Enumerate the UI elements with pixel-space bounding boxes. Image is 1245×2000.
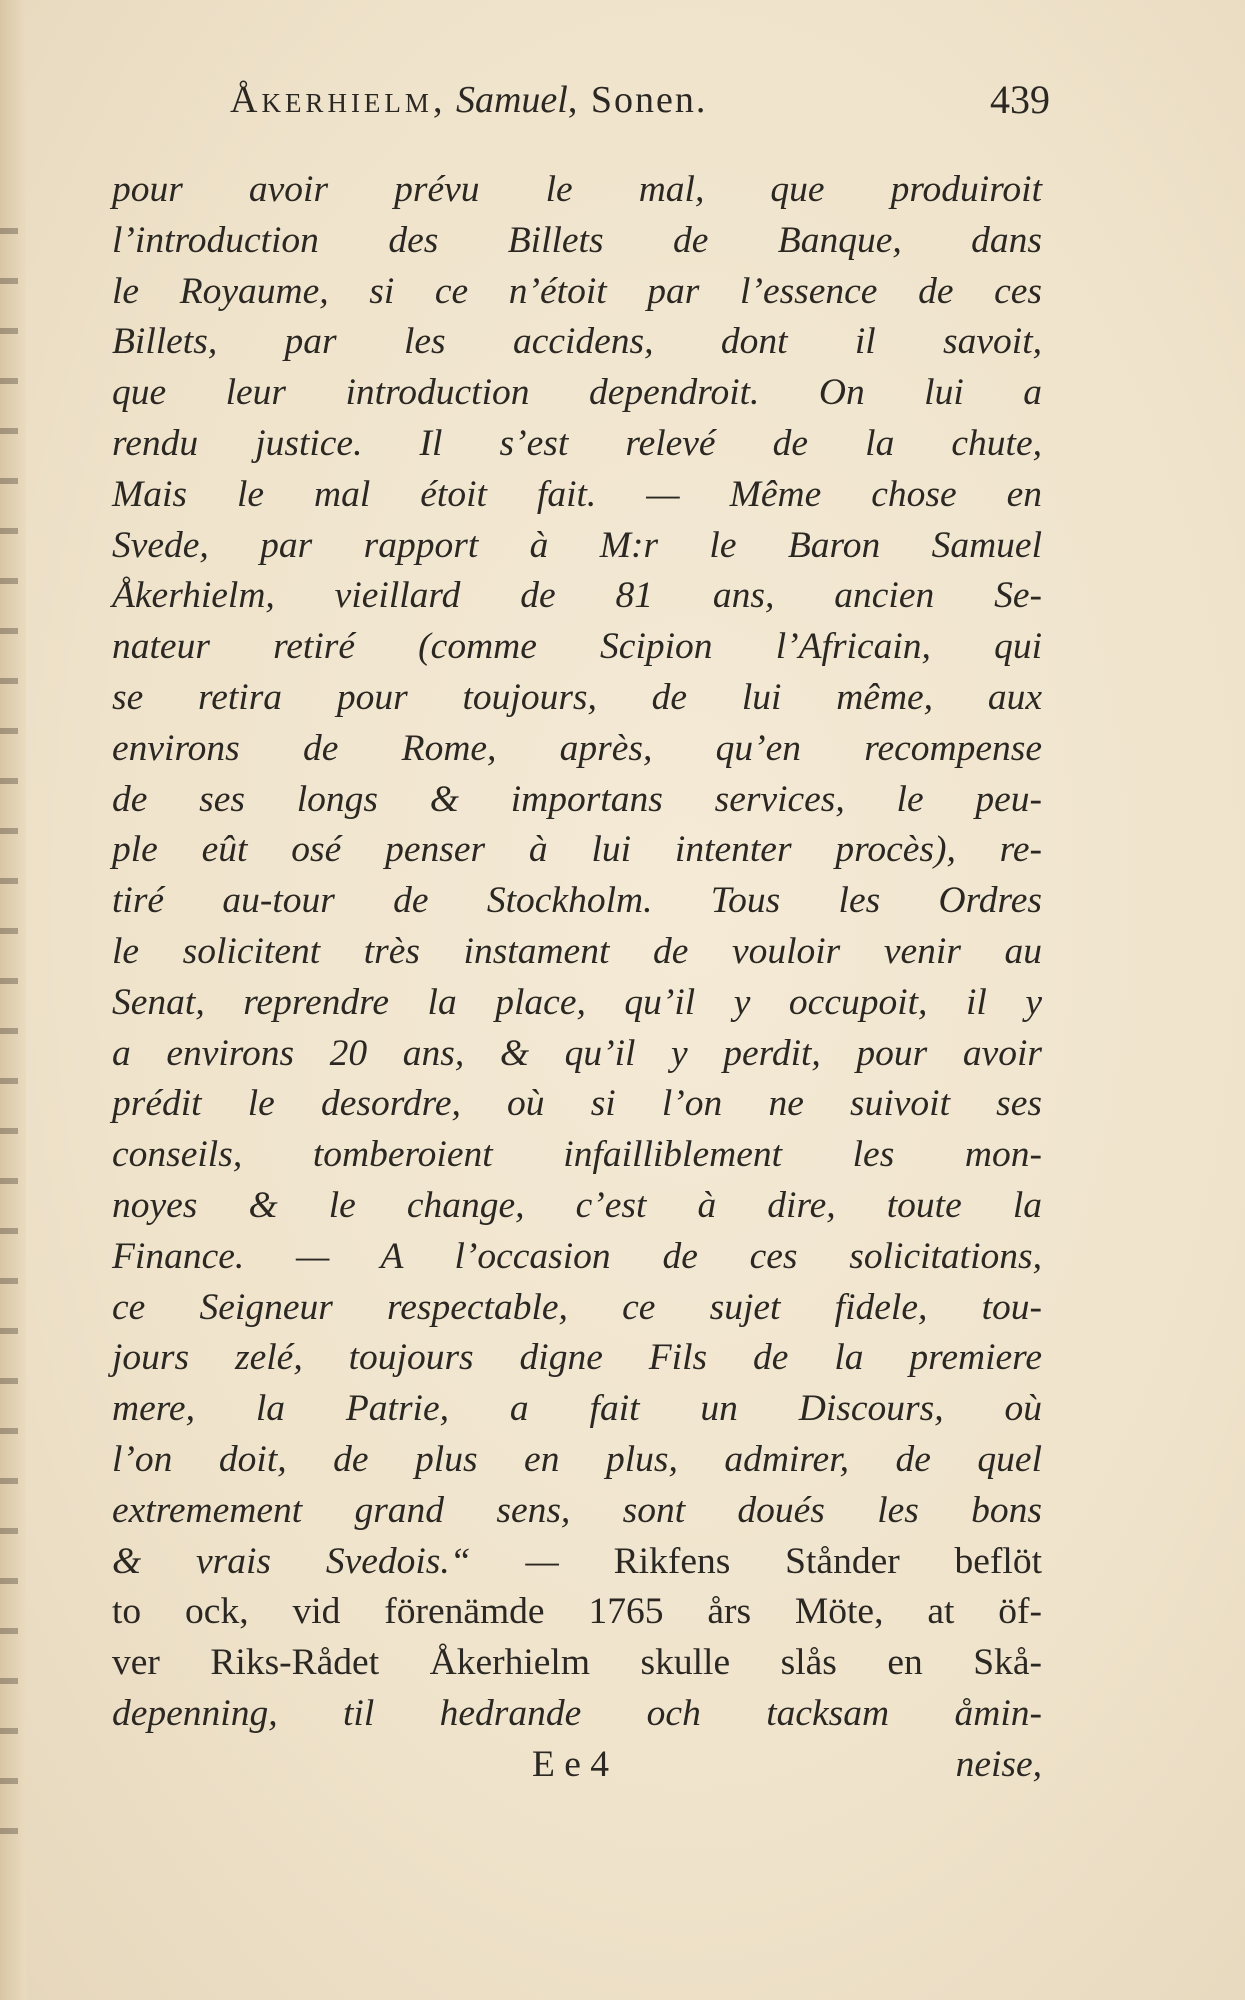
text-line: prédit le desordre, où si l’on ne suivoit ses	[112, 1083, 1042, 1125]
text-line: depenning, til hedrande och tacksam åmin-	[112, 1692, 1042, 1734]
text-line: se retira pour toujours, de lui même, aux	[112, 676, 1042, 718]
text-line: pour avoir prévu le mal, que produiroit	[112, 169, 1042, 210]
text-line: ce Seigneur respectable, ce sujet fidele, tou-	[112, 1286, 1042, 1328]
adjacent-page-edge	[0, 190, 18, 1840]
running-head	[230, 70, 1050, 130]
text-line: environs de Rome, après, qu’en recompense	[112, 727, 1042, 769]
text-line: Svede, par rapport à M:r le Baron Samuel	[112, 524, 1042, 566]
page-number: 439	[990, 77, 1050, 122]
text-line: Mais le mal étoit fait. — Même chose en	[112, 473, 1042, 515]
text-line: ver Riks-Rådet Åkerhielm skulle slås en Skå-	[112, 1642, 1042, 1684]
text-line: Billets, par les accidens, dont il savoit,	[112, 321, 1042, 363]
text-line: rendu justice. Il s’est relevé de la chute,	[112, 422, 1042, 464]
text-line: mere, la Patrie, a fait un Discours, où	[112, 1388, 1042, 1430]
text-line: l’introduction des Billets de Banque, dans	[112, 219, 1042, 261]
text-line: tiré au-tour de Stockholm. Tous les Ordres	[112, 880, 1042, 922]
text-line: de ses longs & importans services, le peu-	[112, 778, 1042, 820]
text-line: Åkerhielm, vieillard de 81 ans, ancien Se-	[112, 575, 1042, 617]
text-line: que leur introduction dependroit. On lui a	[112, 372, 1042, 414]
text-line: conseils, tomberoient infailliblement les mon-	[112, 1134, 1042, 1176]
running-head-title: Åkerhielm, Samuel, Sonen.	[230, 79, 708, 121]
text-line: nateur retiré (comme Scipion l’Africain, qui	[112, 626, 1042, 668]
page-footer	[112, 1740, 1042, 1790]
text-line: le solicitent très instament de vouloir venir au	[112, 930, 1042, 972]
text-line: Finance. — A l’occasion de ces solicitations,	[112, 1235, 1042, 1277]
text-line: a environs 20 ans, & qu’il y perdit, pour avoir	[112, 1032, 1042, 1074]
signature-mark: E e 4	[532, 1744, 610, 1785]
text-line: noyes & le change, c’est à dire, toute la	[112, 1184, 1042, 1226]
text-line: Senat, reprendre la place, qu’il y occupoit, il y	[112, 981, 1042, 1023]
catchword: neise,	[955, 1744, 1042, 1785]
text-segment-italic: & vrais Svedois.“ —	[112, 1540, 559, 1582]
text-segment-roman: Rikfens Stånder beflöt	[613, 1540, 1043, 1582]
text-line: to ock, vid förenämde 1765 års Möte, at öf-	[112, 1591, 1042, 1633]
text-line: jours zelé, toujours digne Fils de la premiere	[112, 1337, 1042, 1379]
text-line: l’on doit, de plus en plus, admirer, de quel	[112, 1438, 1042, 1480]
text-line-mixed	[112, 1537, 1042, 1588]
text-line: extremement grand sens, sont doués les bons	[112, 1489, 1042, 1531]
body-text	[112, 165, 1042, 1740]
text-line: le Royaume, si ce n’étoit par l’essence de ces	[112, 270, 1042, 312]
text-line: ple eût osé penser à lui intenter procès), re-	[112, 829, 1042, 871]
